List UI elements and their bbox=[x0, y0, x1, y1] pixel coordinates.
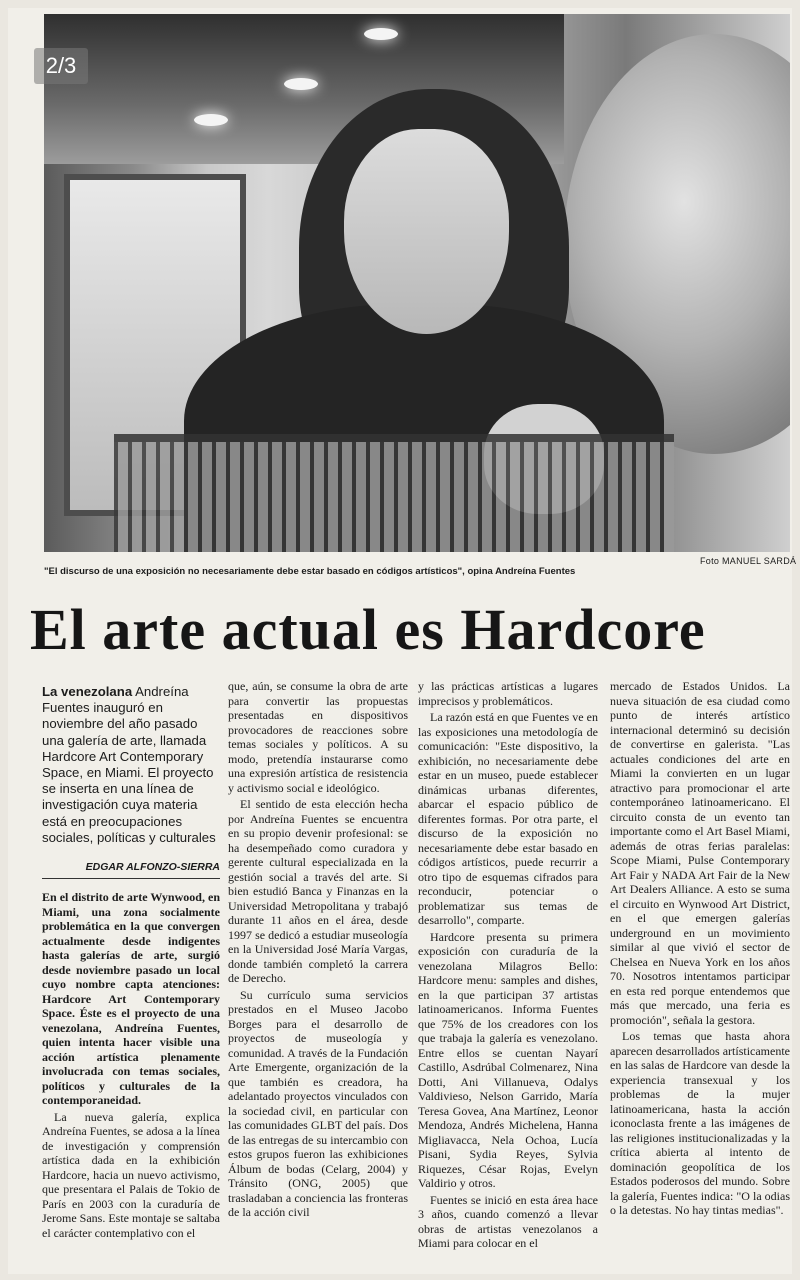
byline: EDGAR ALFONZO-SIERRA bbox=[42, 861, 220, 879]
paragraph: Hardcore presenta su primera exposición con curaduría de la venezolana Milagros Bello: Hardcore menu: samples and dishes, en la que participan 37 artistas latinoamericanos. Informa Fuentes que 75% de los creadores con los que trabaja la galería es venezolano. Entre ellos se cuentan Nayarí Castillo, Asdrúbal Colmenarez, Nina Dotti, Ani Villanueva, Odalys Valdivieso, Nelson Garrido, María Teresa Govea, Ana Martínez, Leonor Mendoza, Andrés Michelena, Hanna Migliavacca, Nela Ochoa, Lucía Pisani, Sydia Reyes, Sylvia Riquezes, César Rojas, Evelyn Valdirio y otros. bbox=[418, 929, 598, 1190]
deck-lead: La venezolana bbox=[42, 684, 133, 699]
photo-face bbox=[344, 129, 509, 334]
paragraph: Los temas que hasta ahora aparecen desarrollados artísticamente en las salas de Hardcore van desde la experiencia transexual y los problemas de la mujer latinoamericana, hasta la acción iconoclasta frente a las imágenes de las religiones institucionalizadas y la crítica abierta al intento de dominación geopolítica de los Estados poderosos del mundo. Sobre la galería, Fuentes indica: "O la odias o la detestas. No hay tintas medias". bbox=[610, 1029, 790, 1217]
photo-chair bbox=[114, 434, 674, 552]
photo-credit: Foto MANUEL SARDÁ bbox=[700, 556, 797, 566]
paragraph: y las prácticas artísticas a lugares imprecisos y problemáticos. bbox=[418, 679, 598, 708]
photo-lamp bbox=[364, 28, 398, 40]
paragraph: El sentido de esta elección hecha por Andreína Fuentes se encuentra en su propio devenir profesional: se ha desempeñado como curadora y gerente cultural especializada en la gestión social a través del arte. Si bien estudió Banca y Finanzas en la Universidad Metropolitana y trabajó durante 11 años en el área, desde 1997 se dedicó a estudiar museología en la Universidad José María Vargas, donde también completó la carrera de Derecho. bbox=[228, 797, 408, 985]
article-column-1 bbox=[42, 890, 220, 1242]
article-column-4 bbox=[610, 679, 790, 1220]
paragraph: Su currículo suma servicios prestados en el Museo Jacobo Borges para el desarrollo de proyectos de museología y comunidad. A través de la Fundación Arte Emergente, organización de la que también es creadora, ha adelantado proyectos vinculados con la sociedad civil, en particular con las comunidades GLBT del país. Dos de las entregas de su intercambio con estos grupos fueron las exhibiciones Álbum de bodas (Celarg, 2004) y Tránsito (ONG, 2005) que trasladaban a conciencia las fronteras de la acción civil bbox=[228, 987, 408, 1219]
paragraph: En el distrito de arte Wynwood, en Miami, una zona socialmente problemática en la que convergen actualmente desde indigentes hasta galerías de arte, surgió desde noviembre pasado un local cuyo nombre capta atenciones: Hardcore Art Contemporary Space. Éste es el proyecto de una venezolana, Andreína Fuentes, quien intenta hacer visible una acción artística plenamente involucrada con temas sociales, políticos y culturales de la contemporaneidad. bbox=[42, 890, 220, 1107]
paragraph: La nueva galería, explica Andreína Fuentes, se adosa a la línea de investigación y comprensión artística dada en la exhibición Hardcore, hacia un nuevo activismo, que presentara el Palais de Tokio de París en 2003 con la curaduría de Jerome Sans. Este montaje se saltaba el carácter contemplativo con el bbox=[42, 1109, 220, 1240]
page-indicator: 2/3 bbox=[34, 48, 88, 84]
article-deck bbox=[42, 684, 220, 846]
paragraph: mercado de Estados Unidos. La nueva situación de esa ciudad como punto de interés artístico internacional determinó su decisión de convertirse en galerista. "Las actuales condiciones del arte en Miami la convierten en un lugar atractivo para promocionar el arte contemporáneo latinoamericano. El circuito consta de un evento tan importante como el Art Basel Miami, además de otras ferias paralelas: Scope Miami, Pulse Contemporary Art Fair y NADA Art Fair de la New Art Dealers Alliance. A esto se suma el circuito en Wynwood Art District, en el que emergen galerías underground en un movimiento similar al que vivió el sector de Chelsea en Nueva York en los años 70. Nosotros intentamos participar en esta red porque entendemos que más que mercado, una feria es promoción", señala la gestora. bbox=[610, 679, 790, 1027]
deck-text: Andreína Fuentes inauguró en noviembre del año pasado una galería de arte, llamada Hardcore Art Contemporary Space, en Miami. El proyecto se inserta en una línea de investigación cuya materia está en preocupaciones sociales, políticas y culturales bbox=[42, 684, 216, 845]
paragraph: que, aún, se consume la obra de arte para convertir las propuestas presentadas en dispositivos provocadores de reacciones sobre temas sociales y políticos. A su modo, pretendía instaurarse como una expresión artística de resistencia y activismo social e ideológico. bbox=[228, 679, 408, 795]
article-column-2 bbox=[228, 679, 408, 1222]
paragraph: La razón está en que Fuentes ve en las exposiciones una metodología de comunicación: "Este dispositivo, la exhibición, no necesariamente debe estar en un museo, puede establecer dinámicas urbanas diferentes, abarcar el espacio público de diferentes formas. Por otra parte, el discurso de la exposición no necesariamente debe estar basado en códigos artísticos, puede recurrir a otro tipo de esquemas cifrados para reconducir, potenciar o problematizar sus temas de desarrollo", comparte. bbox=[418, 710, 598, 927]
headline: El arte actual es Hardcore bbox=[30, 597, 706, 662]
photo-lamp bbox=[194, 114, 228, 126]
photo-lamp bbox=[284, 78, 318, 90]
article-photo bbox=[44, 14, 790, 552]
paragraph: Fuentes se inició en esta área hace 3 años, cuando comenzó a llevar obras de artistas venezolanos a Miami para colocar en el bbox=[418, 1192, 598, 1250]
photo-caption: "El discurso de una exposición no necesariamente debe estar basado en códigos artísticos", opina Andreína Fuentes bbox=[44, 566, 576, 577]
article-column-3 bbox=[418, 679, 598, 1253]
